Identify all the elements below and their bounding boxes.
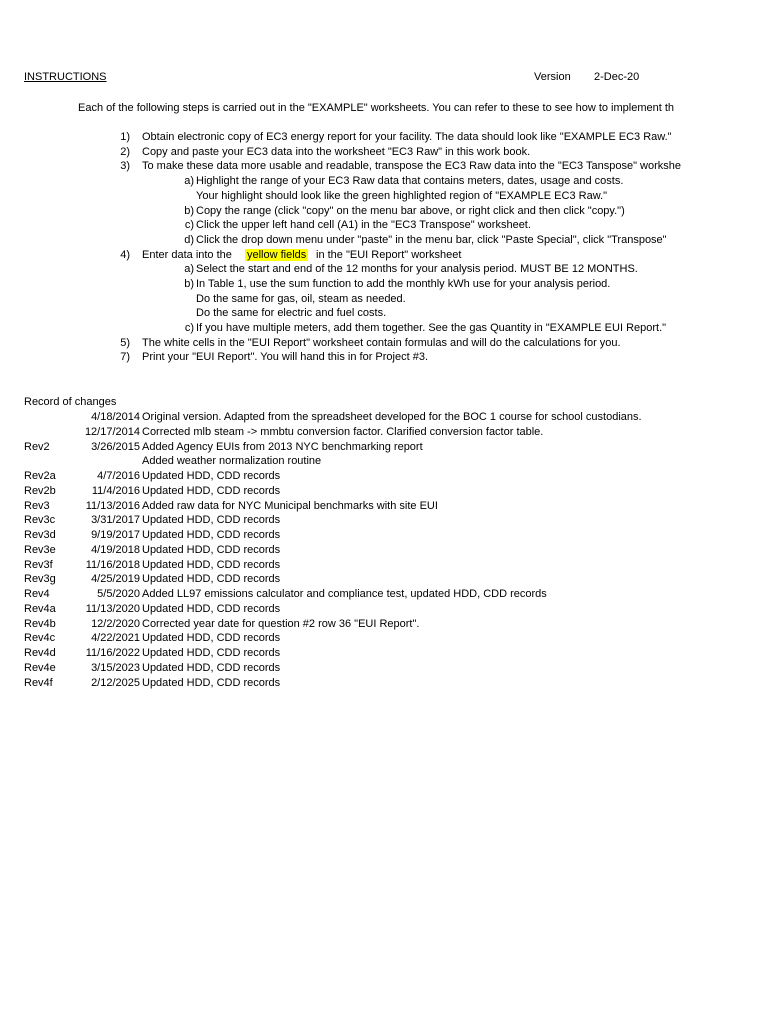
change-date[interactable]: 11/4/2016 bbox=[91, 485, 140, 497]
change-date[interactable]: 4/19/2018 bbox=[91, 544, 140, 556]
change-description[interactable]: Corrected year date for question #2 row 36 "EUI Report". bbox=[142, 618, 420, 630]
step-num: 5) bbox=[120, 337, 130, 349]
change-rev[interactable]: Rev4c bbox=[24, 632, 56, 644]
change-rev[interactable]: Rev3 bbox=[24, 500, 50, 512]
step-text-prefix[interactable]: Enter data into the bbox=[142, 249, 232, 261]
change-date[interactable]: 11/13/2016 bbox=[85, 500, 140, 512]
change-rev[interactable]: Rev3f bbox=[24, 559, 53, 571]
change-date[interactable]: 12/2/2020 bbox=[91, 618, 140, 630]
substep-num: c) bbox=[184, 219, 194, 231]
changes-title[interactable]: Record of changes bbox=[24, 396, 117, 408]
change-description[interactable]: Added LL97 emissions calculator and compliance test, updated HDD, CDD records bbox=[142, 588, 547, 600]
change-description[interactable]: Updated HDD, CDD records bbox=[142, 514, 281, 526]
change-date[interactable]: 3/31/2017 bbox=[91, 514, 140, 526]
change-description[interactable]: Updated HDD, CDD records bbox=[142, 559, 281, 571]
change-rev[interactable]: Rev2b bbox=[24, 485, 56, 497]
step-text[interactable]: The white cells in the "EUI Report" worksheet contain formulas and will do the calculations for you. bbox=[142, 337, 621, 349]
change-date[interactable]: 9/19/2017 bbox=[91, 529, 140, 541]
step-num: 1) bbox=[120, 131, 130, 143]
change-description[interactable]: Updated HDD, CDD records bbox=[142, 603, 281, 615]
substep-text[interactable]: Do the same for electric and fuel costs. bbox=[196, 307, 387, 319]
change-description[interactable]: Updated HDD, CDD records bbox=[142, 529, 281, 541]
change-description[interactable]: Updated HDD, CDD records bbox=[142, 544, 281, 556]
substep-text[interactable]: Do the same for gas, oil, steam as needed. bbox=[196, 293, 406, 305]
change-rev[interactable]: Rev4f bbox=[24, 677, 53, 689]
substep-text[interactable]: Highlight the range of your EC3 Raw data that contains meters, dates, usage and costs. bbox=[196, 175, 624, 187]
change-rev[interactable]: Rev4d bbox=[24, 647, 56, 659]
version-label[interactable]: Version bbox=[534, 71, 571, 83]
substep-num: a) bbox=[184, 263, 194, 275]
change-description[interactable]: Corrected mlb steam -> mmbtu conversion factor. Clarified conversion factor table. bbox=[142, 426, 544, 438]
step-text[interactable]: Copy and paste your EC3 data into the worksheet "EC3 Raw" in this work book. bbox=[142, 146, 531, 158]
substep-num: d) bbox=[184, 234, 194, 246]
step-text[interactable]: To make these data more usable and readable, transpose the EC3 Raw data into the "EC3 Tanspose" workshe bbox=[142, 160, 681, 172]
change-rev[interactable]: Rev3c bbox=[24, 514, 56, 526]
step-num: 3) bbox=[120, 160, 130, 172]
change-rev[interactable]: Rev4 bbox=[24, 588, 50, 600]
step-num: 7) bbox=[120, 351, 130, 363]
change-description[interactable]: Added weather normalization routine bbox=[142, 455, 322, 467]
step-text[interactable]: Obtain electronic copy of EC3 energy report for your facility. The data should look like "EXAMPLE EC3 Raw." bbox=[142, 131, 672, 143]
substep-text[interactable]: If you have multiple meters, add them together. See the gas Quantity in "EXAMPLE EUI Report." bbox=[196, 322, 667, 334]
change-date[interactable]: 5/5/2020 bbox=[97, 588, 140, 600]
change-date[interactable]: 2/12/2025 bbox=[91, 677, 140, 689]
change-rev[interactable]: Rev4a bbox=[24, 603, 56, 615]
substep-num: b) bbox=[184, 278, 194, 290]
change-rev[interactable]: Rev2a bbox=[24, 470, 56, 482]
step-num: 4) bbox=[120, 249, 130, 261]
change-rev[interactable]: Rev2 bbox=[24, 441, 50, 453]
change-rev[interactable]: Rev3e bbox=[24, 544, 56, 556]
change-date[interactable]: 4/22/2021 bbox=[91, 632, 140, 644]
substep-text[interactable]: Click the drop down menu under "paste" in the menu bar, click "Paste Special", click "Transpose" bbox=[196, 234, 667, 246]
change-date[interactable]: 11/16/2022 bbox=[85, 647, 140, 659]
highlight-text: yellow fields bbox=[247, 249, 307, 261]
step-text-suffix[interactable]: in the "EUI Report" worksheet bbox=[316, 249, 462, 261]
change-date[interactable]: 3/15/2023 bbox=[91, 662, 140, 674]
change-rev[interactable]: Rev4e bbox=[24, 662, 56, 674]
step-num: 2) bbox=[120, 146, 130, 158]
step-text[interactable]: Print your "EUI Report". You will hand this in for Project #3. bbox=[142, 351, 429, 363]
substep-text[interactable]: In Table 1, use the sum function to add the monthly kWh use for your analysis period. bbox=[196, 278, 611, 290]
yellow-fields-highlight[interactable] bbox=[245, 248, 308, 262]
change-description[interactable]: Original version. Adapted from the spreadsheet developed for the BOC 1 course for school custodians. bbox=[142, 411, 642, 423]
substep-text[interactable]: Copy the range (click "copy" on the menu bar above, or right click and then click "copy.") bbox=[196, 205, 625, 217]
change-rev[interactable]: Rev3g bbox=[24, 573, 56, 585]
change-description[interactable]: Updated HDD, CDD records bbox=[142, 632, 281, 644]
intro-text[interactable]: Each of the following steps is carried out in the "EXAMPLE" worksheets. You can refer to these to see how to implement th bbox=[78, 102, 675, 114]
change-description[interactable]: Updated HDD, CDD records bbox=[142, 662, 281, 674]
change-rev[interactable]: Rev3d bbox=[24, 529, 56, 541]
version-date[interactable]: 2-Dec-20 bbox=[594, 71, 640, 83]
change-description[interactable]: Updated HDD, CDD records bbox=[142, 647, 281, 659]
substep-num: b) bbox=[184, 205, 194, 217]
instructions-title[interactable]: INSTRUCTIONS bbox=[24, 71, 107, 83]
substep-text[interactable]: Your highlight should look like the green highlighted region of "EXAMPLE EC3 Raw." bbox=[196, 190, 607, 202]
change-date[interactable]: 3/26/2015 bbox=[91, 441, 140, 453]
substep-num: c) bbox=[184, 322, 194, 334]
change-description[interactable]: Updated HDD, CDD records bbox=[142, 573, 281, 585]
change-description[interactable]: Added Agency EUIs from 2013 NYC benchmarking report bbox=[142, 441, 423, 453]
change-description[interactable]: Updated HDD, CDD records bbox=[142, 485, 281, 497]
change-date[interactable]: 4/18/2014 bbox=[91, 411, 140, 423]
change-date[interactable]: 12/17/2014 bbox=[84, 426, 140, 438]
change-description[interactable]: Updated HDD, CDD records bbox=[142, 677, 281, 689]
change-date[interactable]: 4/7/2016 bbox=[97, 470, 140, 482]
change-date[interactable]: 11/13/2020 bbox=[85, 603, 140, 615]
substep-text[interactable]: Select the start and end of the 12 months for your analysis period. MUST BE 12 MONTHS. bbox=[196, 263, 638, 275]
substep-num: a) bbox=[184, 175, 194, 187]
change-description[interactable]: Updated HDD, CDD records bbox=[142, 470, 281, 482]
substep-text[interactable]: Click the upper left hand cell (A1) in the "EC3 Transpose" worksheet. bbox=[196, 219, 531, 231]
change-date[interactable]: 4/25/2019 bbox=[91, 573, 140, 585]
change-rev[interactable]: Rev4b bbox=[24, 618, 56, 630]
change-description[interactable]: Added raw data for NYC Municipal benchmarks with site EUI bbox=[142, 500, 438, 512]
change-date[interactable]: 11/16/2018 bbox=[85, 559, 140, 571]
